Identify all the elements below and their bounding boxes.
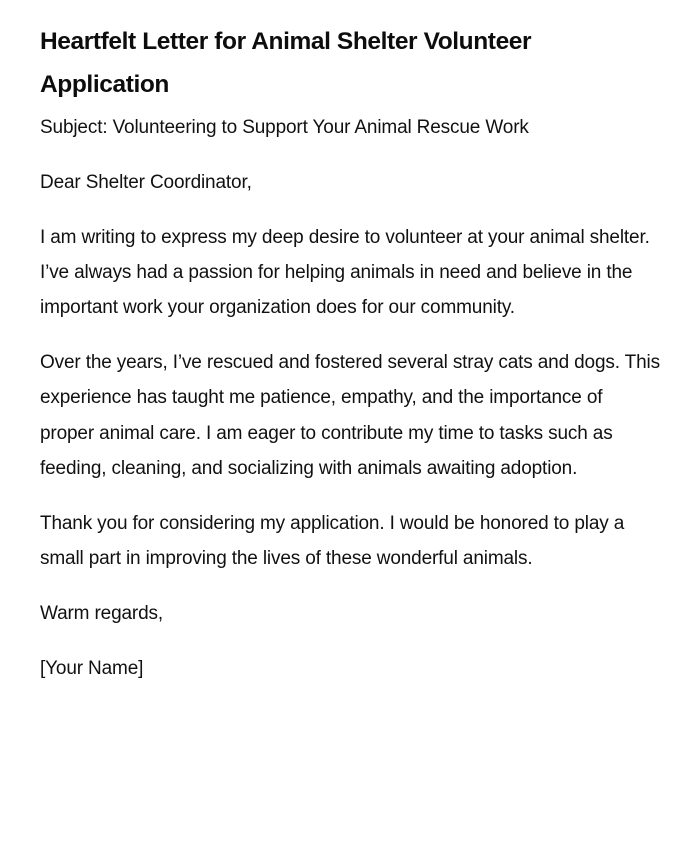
letter-paragraph-experience: Over the years, I’ve rescued and fostered several stray cats and dogs. This experience has taught me patience, empathy, and the importance of proper animal care. I am eager to contribute my time to tasks such as feeding, cleaning, and socializing with animals awaiting adoption.: [40, 351, 660, 479]
document-title: Heartfelt Letter for Animal Shelter Volunteer Application: [40, 28, 532, 98]
letter-paragraph-thanks: Thank you for considering my application. I would be honored to play a small part in improving the lives of these wonderful animals.: [40, 512, 625, 569]
letter-signature: [Your Name]: [40, 657, 144, 679]
letter-salutation: Dear Shelter Coordinator,: [40, 171, 252, 193]
letter-closing: Warm regards,: [40, 602, 163, 624]
letter-paragraph-intro: I am writing to express my deep desire to volunteer at your animal shelter. I’ve always had a passion for helping animals in need and believe in the important work your organization does for our community.: [40, 226, 650, 319]
letter-subject: Subject: Volunteering to Support Your Animal Rescue Work: [40, 117, 529, 138]
